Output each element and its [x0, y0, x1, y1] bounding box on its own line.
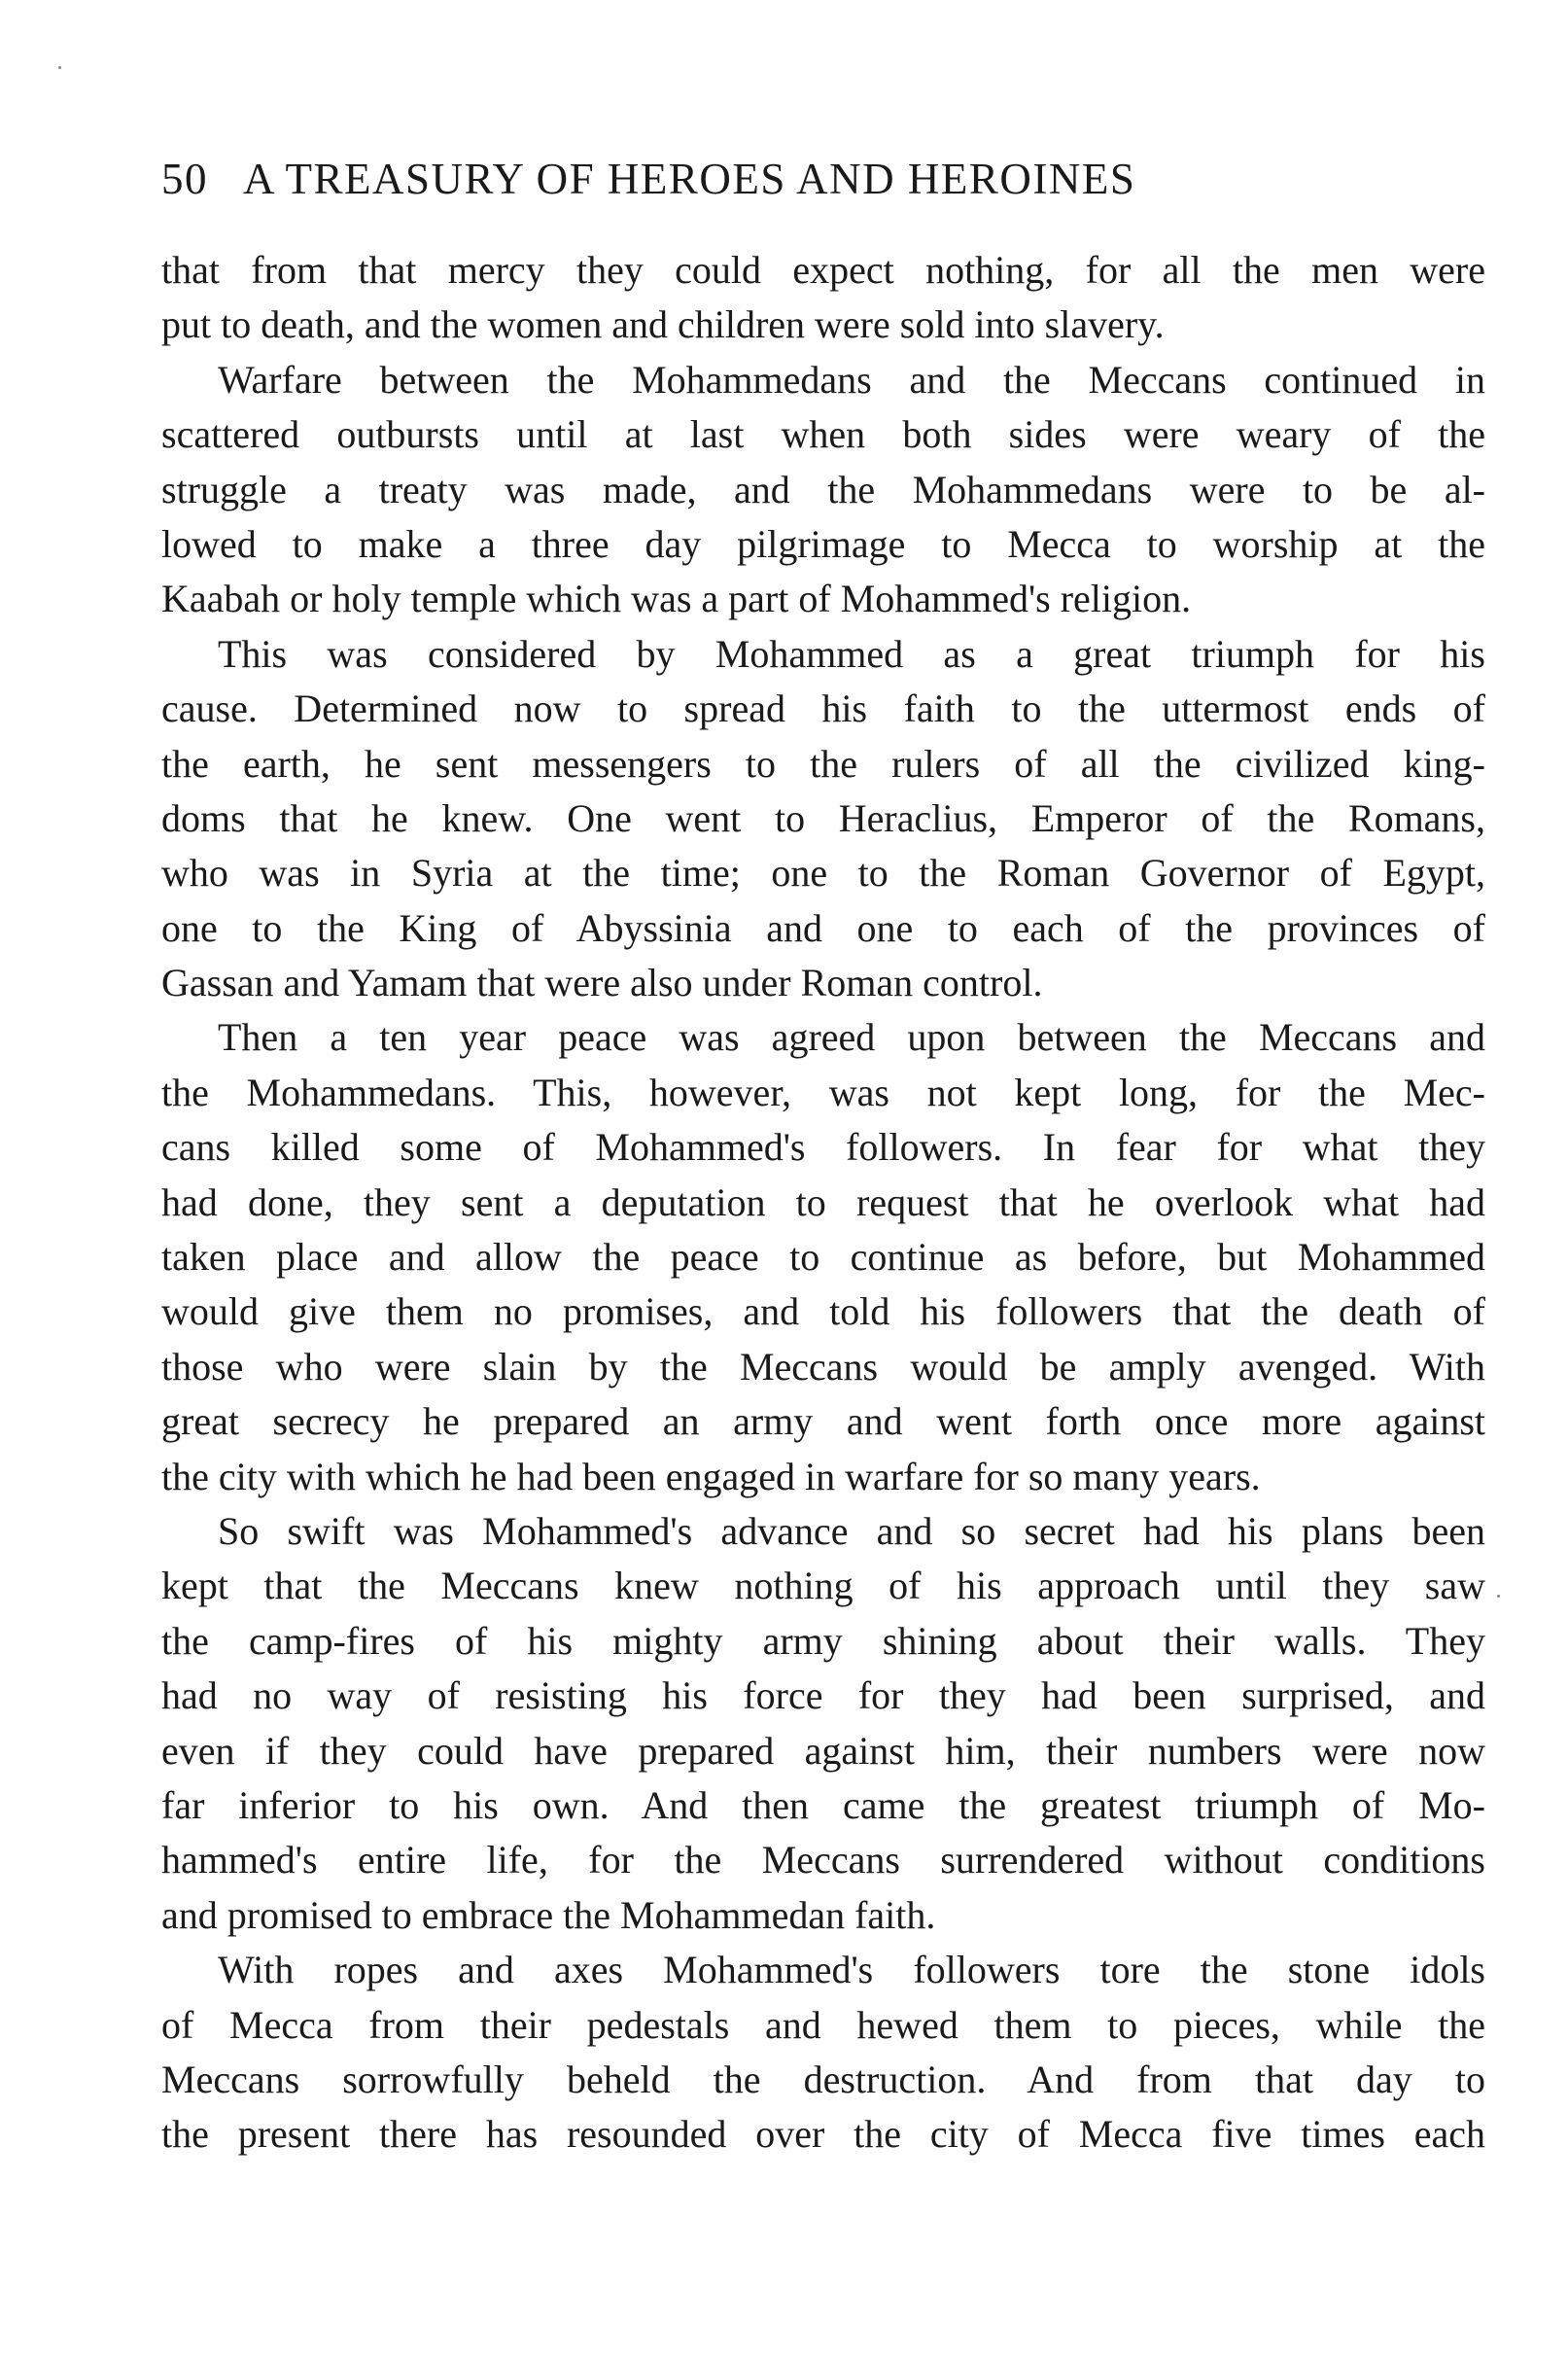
- page-number: 50: [161, 155, 208, 203]
- text-line: cause. Determined now to spread his faith to the uttermost ends of: [161, 686, 1485, 731]
- paragraph-first-line: Warfare between the Mohammedans and the Meccans continued in: [218, 357, 1485, 402]
- scan-speck: [1497, 1595, 1500, 1598]
- text-line: and promised to embrace the Mohammedan faith.: [161, 1892, 936, 1937]
- text-line: had no way of resisting his force for they had been surprised, and: [161, 1673, 1485, 1718]
- body-text: [161, 243, 1485, 2163]
- scan-speck: [58, 66, 61, 69]
- text-line: who was in Syria at the time; one to the Roman Governor of Egypt,: [161, 851, 1485, 896]
- running-title: A TREASURY OF HEROES AND HEROINES: [243, 155, 1136, 203]
- text-line: scattered outbursts until at last when both sides were weary of the: [161, 412, 1485, 457]
- text-line: Meccans sorrowfully beheld the destruction. And from that day to: [161, 2057, 1485, 2101]
- text-line: doms that he knew. One went to Heraclius, Emperor of the Romans,: [161, 795, 1485, 840]
- paragraph-first-line: So swift was Mohammed's advance and so secret had his plans been: [218, 1508, 1485, 1553]
- text-line: those who were slain by the Meccans would be amply avenged. With: [161, 1344, 1485, 1389]
- paragraph-first-line: With ropes and axes Mohammed's followers tore the stone idols: [218, 1948, 1485, 1992]
- text-line: that from that mercy they could expect nothing, for all the men were: [161, 248, 1485, 292]
- text-line: hammed's entire life, for the Meccans surrendered without conditions: [161, 1838, 1485, 1882]
- text-line: kept that the Meccans knew nothing of his approach until they saw: [161, 1564, 1485, 1608]
- running-head: [161, 154, 1483, 212]
- text-line: Kaabah or holy temple which was a part of Mohammed's religion.: [161, 577, 1192, 621]
- text-line: of Mecca from their pedestals and hewed them to pieces, while the: [161, 2002, 1485, 2047]
- text-line: lowed to make a three day pilgrimage to Mecca to worship at the: [161, 521, 1485, 566]
- text-line: far inferior to his own. And then came the greatest triumph of Mo-: [161, 1782, 1485, 1827]
- text-line: taken place and allow the peace to continue as before, but Mohammed: [161, 1235, 1485, 1280]
- text-line: struggle a treaty was made, and the Mohammedans were to be al-: [161, 467, 1485, 511]
- text-line: Gassan and Yamam that were also under Roman control.: [161, 961, 1043, 1005]
- text-line: the earth, he sent messengers to the rulers of all the civilized king-: [161, 741, 1485, 786]
- text-line: would give them no promises, and told his followers that the death of: [161, 1289, 1485, 1334]
- paragraph-first-line: This was considered by Mohammed as a great triumph for his: [218, 631, 1485, 676]
- text-line: great secrecy he prepared an army and went forth once more against: [161, 1399, 1485, 1444]
- text-line: put to death, and the women and children were sold into slavery.: [161, 302, 1165, 347]
- text-line: the Mohammedans. This, however, was not kept long, for the Mec-: [161, 1070, 1485, 1114]
- text-line: cans killed some of Mohammed's followers. In fear for what they: [161, 1125, 1485, 1170]
- paragraph-first-line: Then a ten year peace was agreed upon between the Meccans and: [218, 1015, 1485, 1060]
- text-line: one to the King of Abyssinia and one to each of the provinces of: [161, 905, 1485, 950]
- text-line: even if they could have prepared against him, their numbers were now: [161, 1728, 1485, 1773]
- text-line: the city with which he had been engaged in warfare for so many years.: [161, 1454, 1261, 1498]
- text-line: the present there has resounded over the city of Mecca five times each: [161, 2112, 1485, 2157]
- text-line: the camp-fires of his mighty army shining about their walls. They: [161, 1618, 1485, 1663]
- text-line: had done, they sent a deputation to request that he overlook what had: [161, 1179, 1485, 1224]
